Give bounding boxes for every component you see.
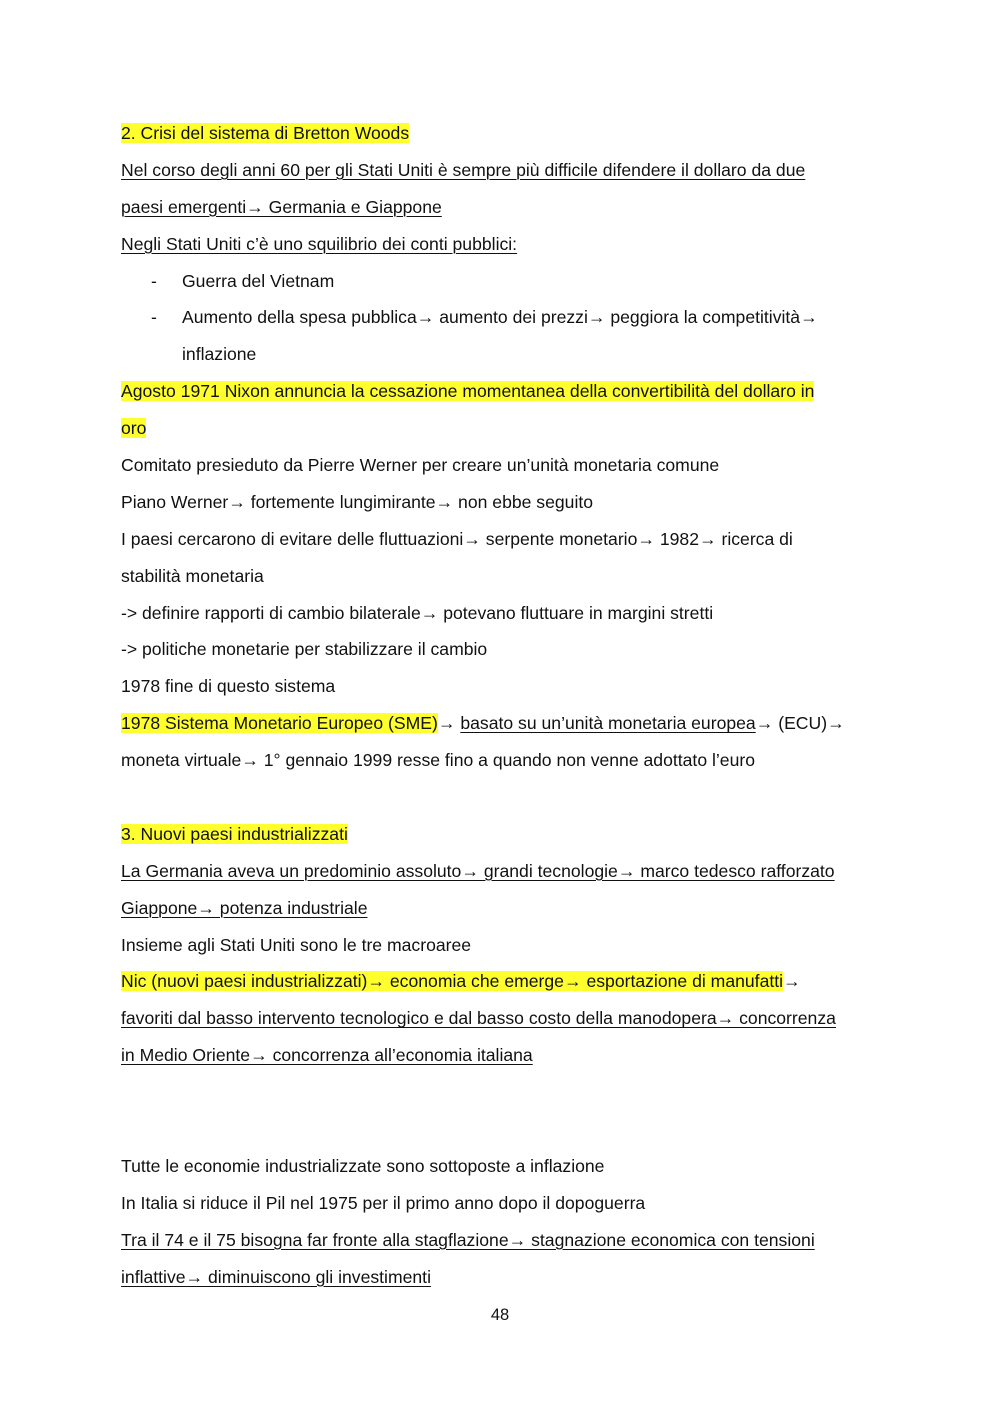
section-heading bbox=[121, 115, 891, 152]
paragraph-line bbox=[121, 853, 891, 890]
underlined-text: favoriti dal basso intervento tecnologico e dal basso costo della manodopera→ concorrenza bbox=[121, 1008, 836, 1029]
section-heading-text: 2. Crisi del sistema di Bretton Woods bbox=[121, 123, 410, 143]
bullet-text: Guerra del Vietnam bbox=[182, 270, 335, 291]
blank-line bbox=[121, 1074, 891, 1111]
bullet-item bbox=[121, 299, 891, 336]
underlined-text: paesi emergenti→ Germania e Giappone bbox=[121, 196, 442, 217]
plain-text: Piano Werner→ fortemente lungimirante→ non ebbe seguito bbox=[121, 491, 594, 512]
paragraph-line bbox=[121, 1185, 891, 1222]
underlined-text: Tra il 74 e il 75 bisogna far fronte alla stagflazione→ stagnazione economica con tensioni bbox=[121, 1229, 815, 1250]
blank-line bbox=[121, 1111, 891, 1148]
highlighted-text: 1978 Sistema Monetario Europeo (SME) bbox=[121, 713, 438, 734]
plain-text: moneta virtuale→ 1° gennaio 1999 resse fino a quando non venne adottato l’euro bbox=[121, 750, 756, 771]
plain-text: -> politiche monetarie per stabilizzare il cambio bbox=[121, 639, 488, 660]
plain-text: → (ECU)→ bbox=[755, 713, 845, 734]
highlighted-line bbox=[121, 373, 891, 410]
paragraph-line bbox=[121, 1222, 891, 1259]
highlighted-text: Nic (nuovi paesi industrializzati)→ economia che emerge→ esportazione di manufatti bbox=[121, 971, 784, 992]
paragraph-line bbox=[121, 890, 891, 927]
bullet-text: inflazione bbox=[182, 344, 257, 365]
plain-text: 1978 fine di questo sistema bbox=[121, 676, 336, 697]
plain-text: -> definire rapporti di cambio bilaterale→ potevano fluttuare in margini stretti bbox=[121, 602, 714, 623]
plain-text: → bbox=[437, 713, 461, 734]
paragraph-line bbox=[121, 927, 891, 964]
paragraph-line bbox=[121, 668, 891, 705]
underlined-text: in Medio Oriente→ concorrenza all’economia italiana bbox=[121, 1045, 533, 1066]
plain-text: Tutte le economie industrializzate sono sottoposte a inflazione bbox=[121, 1155, 605, 1176]
underlined-text: inflattive→ diminuiscono gli investimenti bbox=[121, 1266, 431, 1287]
underlined-text: basato su un’unità monetaria europea bbox=[460, 713, 756, 734]
page-body bbox=[121, 115, 891, 1296]
paragraph-line bbox=[121, 447, 891, 484]
paragraph-line bbox=[121, 484, 891, 521]
section-heading-text: 3. Nuovi paesi industrializzati bbox=[121, 823, 348, 844]
plain-text: I paesi cercarono di evitare delle fluttuazioni→ serpente monetario→ 1982→ ricerca di bbox=[121, 528, 793, 549]
paragraph-line bbox=[121, 705, 891, 742]
plain-text: In Italia si riduce il Pil nel 1975 per il primo anno dopo il dopoguerra bbox=[121, 1192, 646, 1213]
paragraph-line bbox=[121, 152, 891, 189]
paragraph-line bbox=[121, 595, 891, 632]
section-heading bbox=[121, 816, 891, 853]
underlined-text: La Germania aveva un predominio assoluto→ grandi tecnologie→ marco tedesco rafforzato bbox=[121, 860, 835, 881]
highlighted-text: oro bbox=[121, 418, 147, 439]
plain-text: Comitato presieduto da Pierre Werner per creare un’unità monetaria comune bbox=[121, 455, 720, 476]
highlighted-line bbox=[121, 410, 891, 447]
bullet-dash: - bbox=[151, 307, 157, 328]
paragraph-line bbox=[121, 742, 891, 779]
plain-text: Insieme agli Stati Uniti sono le tre macroaree bbox=[121, 934, 472, 955]
blank-line bbox=[121, 779, 891, 816]
underlined-text: Giappone→ potenza industriale bbox=[121, 897, 368, 918]
paragraph-line bbox=[121, 1000, 891, 1037]
bullet-continuation bbox=[121, 336, 891, 373]
paragraph-line bbox=[121, 189, 891, 226]
paragraph-line bbox=[121, 1259, 891, 1296]
paragraph-line bbox=[121, 558, 891, 595]
plain-text: stabilità monetaria bbox=[121, 565, 264, 586]
paragraph-line bbox=[121, 631, 891, 668]
highlighted-text: Agosto 1971 Nixon annuncia la cessazione momentanea della convertibilità del dollaro in bbox=[121, 381, 815, 402]
bullet-item bbox=[121, 263, 891, 300]
underlined-text: Negli Stati Uniti c’è uno squilibrio dei conti pubblici: bbox=[121, 233, 518, 254]
paragraph-line bbox=[121, 1148, 891, 1185]
bullet-dash: - bbox=[151, 270, 157, 291]
paragraph-line bbox=[121, 963, 891, 1000]
paragraph-line bbox=[121, 226, 891, 263]
paragraph-line bbox=[121, 521, 891, 558]
plain-text: → bbox=[783, 971, 801, 992]
underlined-text: Nel corso degli anni 60 per gli Stati Uniti è sempre più difficile difendere il dollaro da due bbox=[121, 159, 806, 180]
bullet-text: Aumento della spesa pubblica→ aumento dei prezzi→ peggiora la competitività→ bbox=[182, 307, 818, 328]
page-number: 48 bbox=[490, 1306, 510, 1324]
paragraph-line bbox=[121, 1037, 891, 1074]
